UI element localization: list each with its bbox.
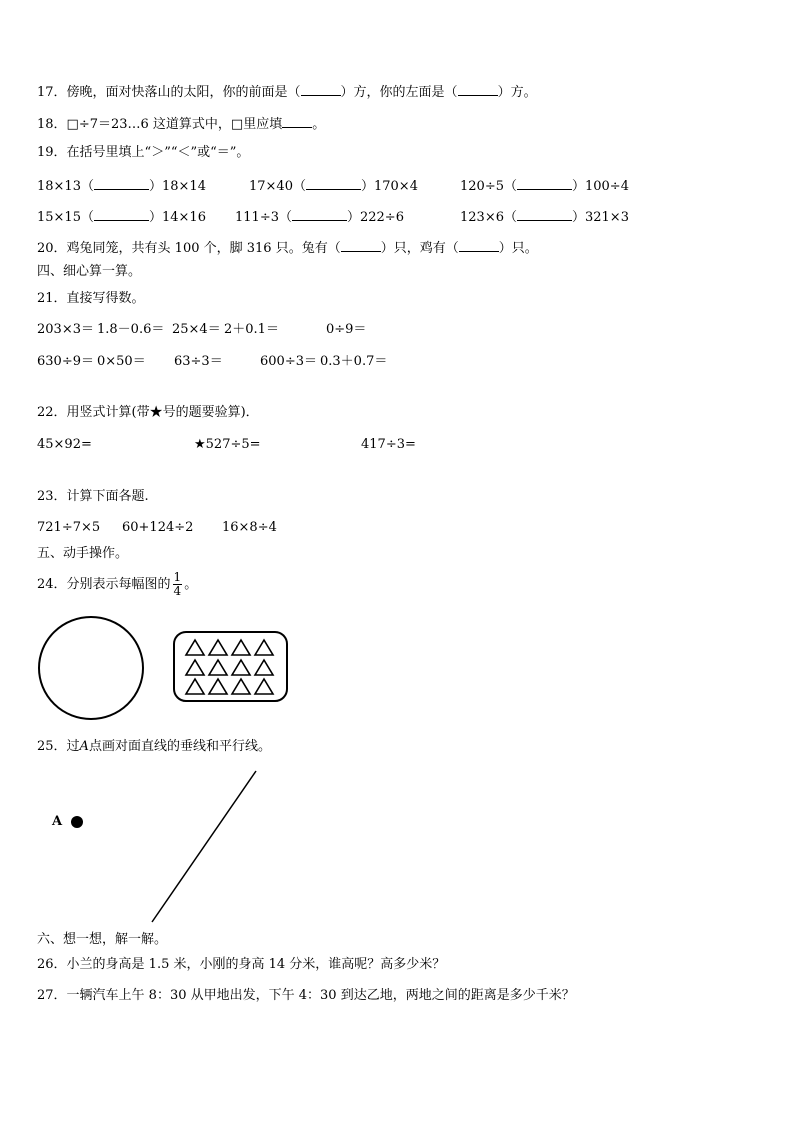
point-a-label: A [52,814,63,829]
vertical-calc-item: 45×92= [37,437,92,452]
question-19-title: 19．在括号里填上“＞”“＜”或“＝”。 [37,145,250,160]
oral-item: 63÷3＝ [174,354,223,369]
question-18: 18．□÷7＝23…6 这道算式中，□里应填 。 [37,117,326,132]
question-21-title: 21．直接写得数。 [37,291,145,306]
answer-blank[interactable] [306,177,361,190]
oral-item: 0÷9＝ [326,322,367,337]
answer-blank[interactable] [94,208,149,221]
target-line [148,768,260,926]
oral-item: 0.3＋0.7＝ [320,354,388,369]
point-a [70,815,84,829]
oral-item: 2＋0.1＝ [224,322,279,337]
answer-blank[interactable] [459,239,499,252]
oral-item: 1.8－0.6＝ [97,322,165,337]
question-24: 24．分别表示每幅图的 $\frac{1}{4}$ 。 [37,570,198,598]
question-20: 20．鸡兔同笼，共有头 100 个，脚 316 只。兔有（ ）只，鸡有（ ）只。 [37,241,538,256]
answer-blank[interactable] [458,83,498,96]
oral-item: 600÷3＝ [260,354,317,369]
answer-blank[interactable] [301,83,341,96]
compare-item: 111÷3（ ）222÷6 [235,210,404,225]
section-heading: 四、细心算一算。 [37,264,142,279]
triangle-grid-figure [172,630,290,704]
calc-item: 60+124÷2 [122,520,194,535]
triangle-icons [186,640,273,694]
compare-item: 18×13（ ）18×14 [37,179,206,194]
fraction: $\frac{1}{4}$ [173,570,182,598]
compare-item: 123×6（ ）321×3 [460,210,629,225]
oral-item: 203×3＝ [37,322,94,337]
question-26: 26．小兰的身高是 1.5 米，小刚的身高 14 分米，谁高呢？高多少米？ [37,957,446,972]
answer-blank[interactable] [292,208,347,221]
answer-blank[interactable] [341,239,381,252]
compare-item: 17×40（ ）170×4 [249,179,418,194]
section-heading: 五、动手操作。 [37,546,129,561]
answer-blank[interactable] [517,208,572,221]
oral-item: 0×50＝ [97,354,146,369]
calc-item: 721÷7×5 [37,520,101,535]
circle-figure [36,615,148,723]
calc-item: 16×8÷4 [222,520,277,535]
question-22-title: 22．用竖式计算(带★号的题要验算)． [37,405,259,420]
oral-item: 25×4＝ [172,322,221,337]
answer-blank[interactable] [94,177,149,190]
answer-blank[interactable] [282,115,312,128]
section-heading: 六、想一想，解一解。 [37,932,168,947]
question-17: 17．傍晚，面对快落山的太阳，你的前面是（ ）方，你的左面是（ ）方。 [37,85,537,100]
question-23-title: 23．计算下面各题. [37,489,149,504]
question-27: 27．一辆汽车上午 8：30 从甲地出发，下午 4：30 到达乙地，两地之间的距离是多少千米？ [37,988,575,1003]
answer-blank[interactable] [517,177,572,190]
question-25: 25．过A点画对面直线的垂线和平行线。 [37,739,271,754]
vertical-calc-item: ★527÷5= [194,437,261,452]
oral-item: 630÷9＝ [37,354,94,369]
compare-item: 120÷5（ ）100÷4 [460,179,629,194]
compare-item: 15×15（ ）14×16 [37,210,206,225]
vertical-calc-item: 417÷3= [361,437,416,452]
